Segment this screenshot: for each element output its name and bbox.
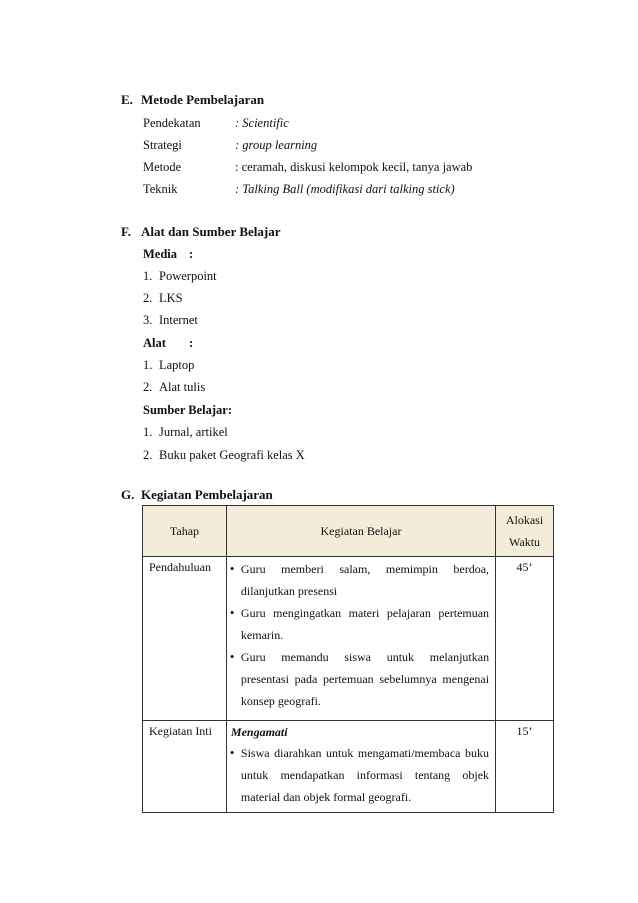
- method-value: [235, 182, 455, 196]
- list-item: [143, 378, 205, 396]
- table-row: [143, 557, 554, 721]
- bullet-item: [227, 742, 495, 808]
- bullet-item: [227, 602, 495, 646]
- cell-kegiatan: [226, 557, 495, 721]
- bullet-text: • Siswa diarahkan untuk mengamati/membaca buku untuk mendapatkan informasi tentang objek material dan objek formal geografi.: [240, 746, 490, 804]
- bullet-item: [227, 646, 495, 712]
- section-e-heading: [121, 92, 264, 108]
- list-number: 2.: [143, 380, 153, 394]
- bullet-text: • Guru memandu siswa untuk melanjutkan presentasi pada pertemuan sebelumnya mengenai konsep geografi.: [240, 650, 490, 708]
- activity-table: [142, 505, 554, 813]
- section-letter: G.: [121, 487, 135, 502]
- list-text: Jurnal, artikel: [159, 425, 228, 439]
- method-value: [235, 138, 317, 152]
- section-title: Kegiatan Pembelajaran: [141, 487, 273, 502]
- method-row-metode: [143, 158, 472, 176]
- method-key: Strategi: [143, 138, 182, 152]
- method-row-teknik: [143, 180, 455, 198]
- media-label-row: [143, 245, 193, 263]
- section-g-heading: [121, 487, 273, 503]
- list-number: 3.: [143, 313, 153, 327]
- list-item: [143, 356, 194, 374]
- list-item: [143, 423, 228, 441]
- section-title: Metode Pembelajaran: [141, 92, 265, 107]
- list-number: 1.: [143, 358, 153, 372]
- section-f-heading: [121, 224, 281, 240]
- list-number: 1.: [143, 425, 153, 439]
- method-value-text: : Scientific: [235, 116, 289, 130]
- method-row-strategi: [143, 136, 317, 154]
- list-text: Powerpoint: [159, 269, 217, 283]
- method-key: Metode: [143, 160, 182, 174]
- list-item: [143, 267, 217, 285]
- alat-label: Alat: [143, 336, 166, 350]
- method-row-pendekatan: [143, 114, 289, 132]
- table-header-row: [143, 506, 554, 557]
- cell-waktu: 15’: [496, 721, 554, 813]
- bullet-text: • Guru mengingatkan materi pelajaran pertemuan kemarin.: [240, 606, 490, 642]
- cell-tahap: Pendahuluan: [143, 557, 227, 721]
- list-number: 2.: [143, 448, 153, 462]
- method-value-text: : group learning: [235, 138, 318, 152]
- media-colon: :: [189, 247, 194, 261]
- bullet-text: • Guru memberi salam, memimpin berdoa, dilanjutkan presensi: [240, 562, 490, 598]
- alat-label-row: [143, 334, 193, 352]
- list-item: [143, 311, 198, 329]
- list-number: 2.: [143, 291, 153, 305]
- table-row: [143, 721, 554, 813]
- method-value: [235, 116, 289, 130]
- list-item: [143, 446, 305, 464]
- list-text: Alat tulis: [159, 380, 206, 394]
- sumber-label: Sumber Belajar:: [143, 403, 232, 417]
- alat-colon: :: [189, 336, 194, 350]
- header-kegiatan: Kegiatan Belajar: [226, 506, 495, 557]
- list-item: [143, 289, 183, 307]
- subheading: Mengamati: [230, 725, 288, 739]
- list-text: Laptop: [159, 358, 195, 372]
- cell-waktu: 45’: [496, 557, 554, 721]
- bullet-item: [227, 558, 495, 602]
- method-key: Pendekatan: [143, 116, 201, 130]
- header-tahap: Tahap: [143, 506, 227, 557]
- list-number: 1.: [143, 269, 153, 283]
- cell-kegiatan: [226, 721, 495, 813]
- media-label: Media: [143, 247, 178, 261]
- method-value: : ceramah, diskusi kelompok kecil, tanya jawab: [235, 160, 473, 174]
- cell-tahap: Kegiatan Inti: [143, 721, 227, 813]
- method-value-text: : Talking Ball (modifikasi dari talking stick): [235, 182, 455, 196]
- list-text: LKS: [159, 291, 183, 305]
- list-text: Internet: [159, 313, 198, 327]
- section-letter: F.: [121, 224, 131, 239]
- header-waktu: Alokasi Waktu: [496, 506, 554, 557]
- section-letter: E.: [121, 92, 133, 107]
- method-key: Teknik: [143, 182, 178, 196]
- list-text: Buku paket Geografi kelas X: [159, 448, 305, 462]
- section-title: Alat dan Sumber Belajar: [141, 224, 281, 239]
